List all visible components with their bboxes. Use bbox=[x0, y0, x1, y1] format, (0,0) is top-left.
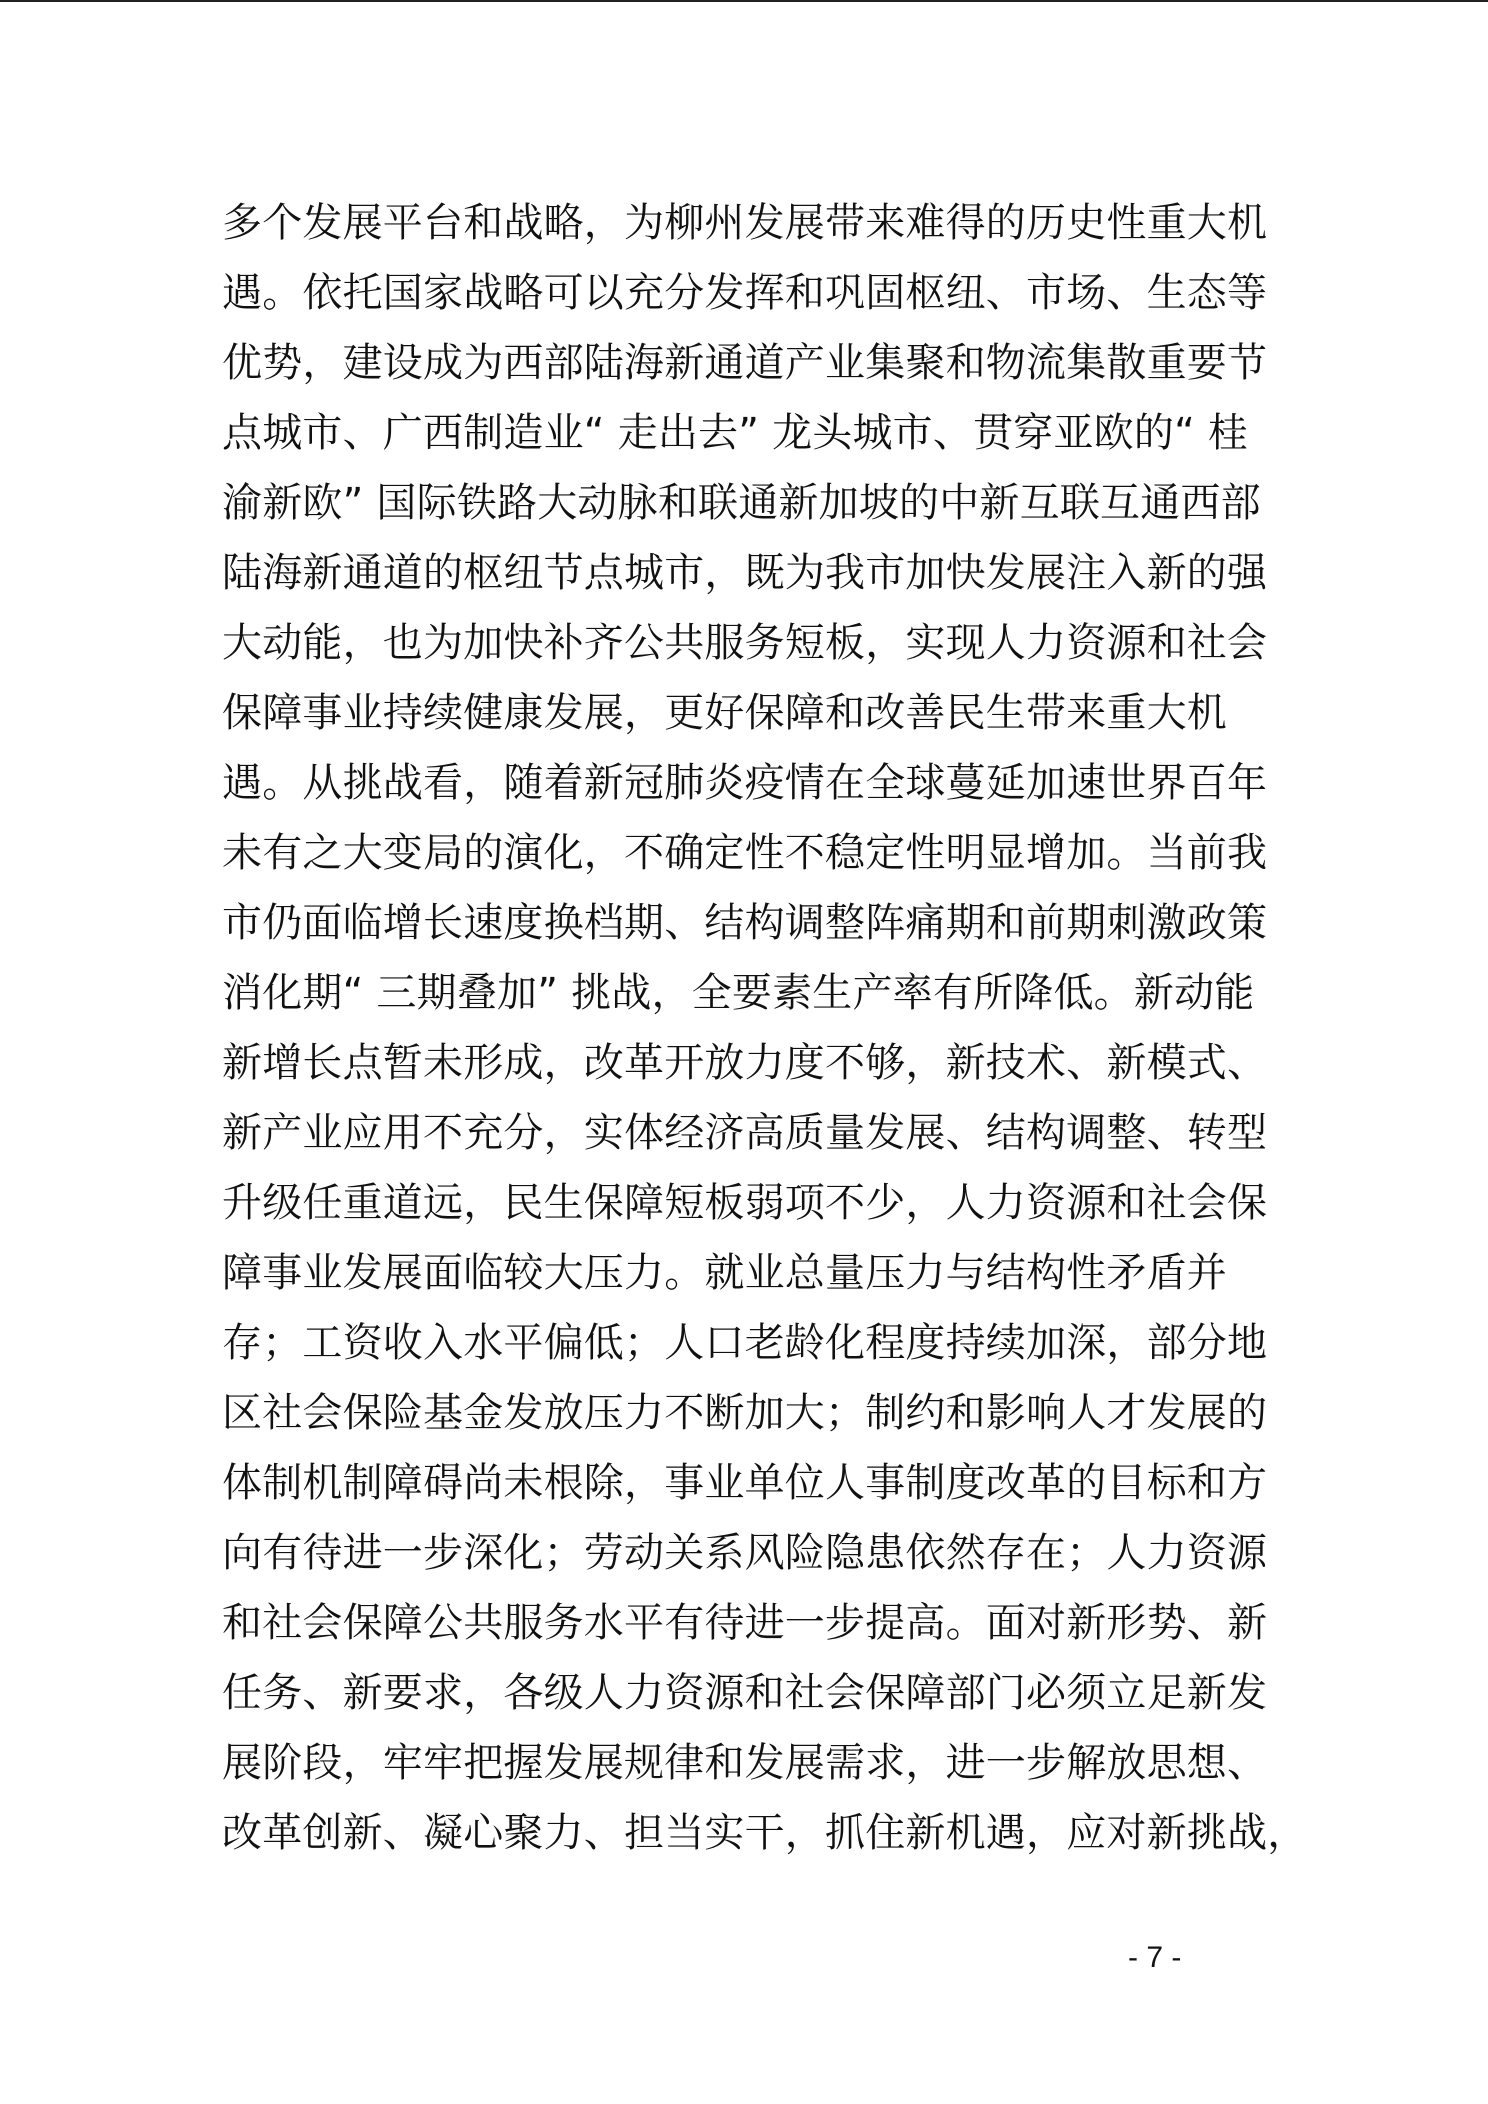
text-line: 未有之大变局的演化，不确定性不稳定性明显增加。当前我 bbox=[222, 830, 1268, 876]
page-top-border bbox=[0, 0, 1488, 2]
text-line: 体制机制障碍尚未根除，事业单位人事制度改革的目标和方 bbox=[222, 1460, 1268, 1506]
text-line: 新增长点暂未形成，改革开放力度不够，新技术、新模式、 bbox=[222, 1040, 1268, 1086]
text-line: 保障事业持续健康发展，更好保障和改善民生带来重大机 bbox=[222, 690, 1227, 736]
text-line: 展阶段，牢牢把握发展规律和发展需求，进一步解放思想、 bbox=[222, 1740, 1268, 1786]
text-line: 点城市、广西制造业“ 走出去” 龙头城市、贯穿亚欧的“ 桂 bbox=[222, 410, 1249, 456]
text-line: 大动能，也为加快补齐公共服务短板，实现人力资源和社会 bbox=[222, 620, 1268, 666]
text-line: 障事业发展面临较大压力。就业总量压力与结构性矛盾并 bbox=[222, 1250, 1227, 1296]
text-line: 市仍面临增长速度换档期、结构调整阵痛期和前期刺激政策 bbox=[222, 900, 1268, 946]
text-line: 区社会保险基金发放压力不断加大；制约和影响人才发展的 bbox=[222, 1390, 1268, 1436]
text-line: 遇。从挑战看，随着新冠肺炎疫情在全球蔓延加速世界百年 bbox=[222, 760, 1268, 806]
text-line: 和社会保障公共服务水平有待进一步提高。面对新形势、新 bbox=[222, 1600, 1268, 1646]
text-line: 升级任重道远，民生保障短板弱项不少，人力资源和社会保 bbox=[222, 1180, 1268, 1226]
text-line: 消化期“ 三期叠加” 挑战，全要素生产率有所降低。新动能 bbox=[222, 970, 1255, 1016]
text-line: 任务、新要求，各级人力资源和社会保障部门必须立足新发 bbox=[222, 1670, 1268, 1716]
text-line: 优势，建设成为西部陆海新通道产业集聚和物流集散重要节 bbox=[222, 340, 1268, 386]
text-line: 多个发展平台和战略，为柳州发展带来难得的历史性重大机 bbox=[222, 200, 1268, 246]
text-line: 向有待进一步深化；劳动关系风险隐患依然存在；人力资源 bbox=[222, 1530, 1268, 1576]
text-line: 渝新欧” 国际铁路大动脉和联通新加坡的中新互联互通西部 bbox=[222, 480, 1261, 526]
text-line: 改革创新、凝心聚力、担当实干，抓住新机遇，应对新挑战， bbox=[222, 1810, 1308, 1856]
text-line: 新产业应用不充分，实体经济高质量发展、结构调整、转型 bbox=[222, 1110, 1268, 1156]
body-text bbox=[222, 188, 1308, 1868]
text-line: 陆海新通道的枢纽节点城市，既为我市加快发展注入新的强 bbox=[222, 550, 1268, 596]
text-line: 存；工资收入水平偏低；人口老龄化程度持续加深，部分地 bbox=[222, 1320, 1268, 1366]
text-line: 遇。依托国家战略可以充分发挥和巩固枢纽、市场、生态等 bbox=[222, 270, 1268, 316]
page-number: - 7 - bbox=[1128, 1941, 1182, 1974]
